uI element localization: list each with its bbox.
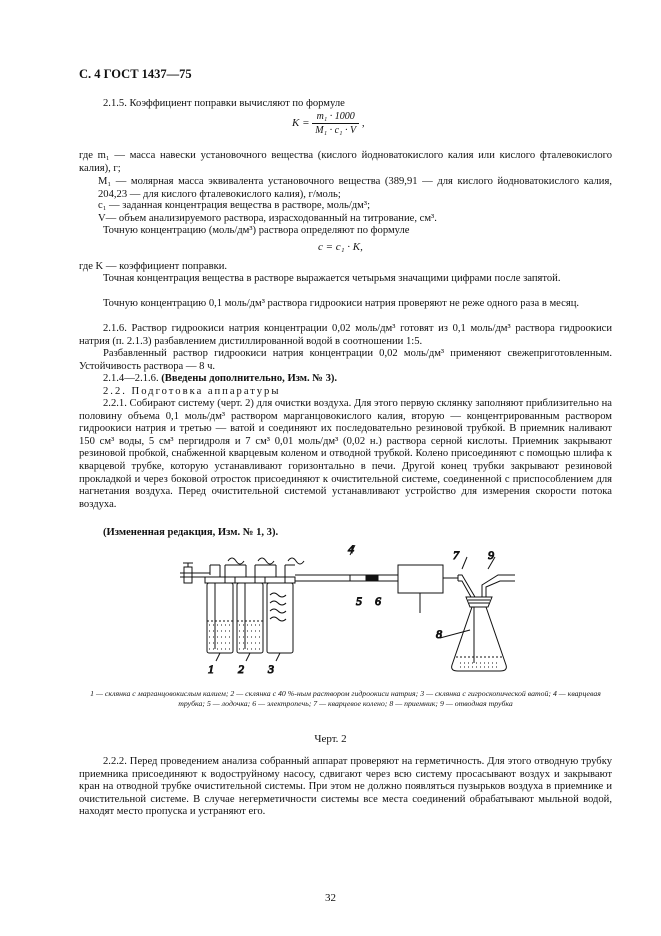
note-prefix: 2.1.4—2.1.6. xyxy=(103,373,162,384)
paragraph-diluted: Разбавленный раствор гидроокиси натрия концентрации 0,02 моль/дм³ применяют свежеприготовленным. Устойчивость раствора — 8 ч. xyxy=(79,348,612,372)
paragraph-four-digits: Точная концентрация вещества в растворе выражается четырьмя значащими цифрами после запятой. xyxy=(103,273,561,284)
figure-title: Черт. 2 xyxy=(314,733,347,745)
figure-caption: 1 — склянка с марганцовокислым калием; 2 — склянка с 40 %-ным раствором гидроокиси натрия; 3 — склянка с гигроскопической ватой; 4 — кварцевая трубка; 5 — лодочка; 6 — электропечь; 7 — кварцевое колено; 8 — приемник; 9 — отводная трубка xyxy=(90,689,601,708)
formula-k xyxy=(292,111,365,136)
definition-c1: c₁ — заданная концентрация вещества в растворе, моль/дм³; xyxy=(98,200,371,211)
apparatus-figure xyxy=(170,545,560,683)
note-amendment: (Введены дополнительно, Изм. № 3). xyxy=(161,373,338,384)
figure-label-6: 6 xyxy=(375,594,381,608)
bottle-3 xyxy=(265,565,295,653)
paragraph-2-2-1: 2.2.1. Собирают систему (черт. 2) для очистки воздуха. Для этого первую склянку заполняют приблизительно на половину объема 0,1 моль/дм³ раствором марганцовокислого калия, вторую — концентрированным раствором гидроокиси натрия и третью — ватой и соединяют их последовательно резиновой трубкой. В приемник наливают 150 см³ воды, 5 см³ пергидроля и 7 см³ 0,01 моль/дм³ (0,02 н.) раствора серной кислоты. Приемник закрывают резиновой пробкой, снабженной кварцевым коленом и отводной трубкой. Колено присоединяют с помощью шлифа к кварцевой трубке, которую устанавливают горизонтально в печи. Другой конец трубки закрывают резиновой прокладкой и через боковой отросток присоединяют к очистительной системе, соединенной с приспособлением для нагнетания воздуха. Перед очистительной системой устанавливают устройство для измерения скорости потока воздуха. xyxy=(79,398,612,510)
bottle-1 xyxy=(205,565,236,653)
formula-k-tail: , xyxy=(361,117,365,130)
definition-M1: M₁ — молярная масса эквивалента установочного вещества (389,91 — для кислого йодноватокислого калия, 204,23 — для кислого фталевокислого калия), г/моль; xyxy=(98,176,612,200)
boat xyxy=(366,575,378,581)
figure-label-5: 5 xyxy=(356,594,362,608)
amendment-2-2-1: (Измененная редакция, Изм. № 1, 3). xyxy=(103,527,279,538)
outlet-tube xyxy=(482,557,515,597)
figure-label-2: 2 xyxy=(238,662,244,676)
quartz-tube xyxy=(295,545,398,581)
electric-furnace xyxy=(398,565,458,613)
definition-m1: где m₁ — масса навески установочного вещества (кислого йодноватокислого калия или кислого фталевокислого калия), г; xyxy=(79,150,612,174)
bottle-2 xyxy=(235,565,266,653)
figure-label-7: 7 xyxy=(453,548,459,562)
page-number: 32 xyxy=(325,892,336,904)
section-2-2-title: 2.2. Подготовка аппаратуры xyxy=(103,386,281,397)
page-header: С. 4 ГОСТ 1437—75 xyxy=(79,67,192,81)
paragraph-2-2-2: 2.2.2. Перед проведением анализа собранный аппарат проверяют на герметичность. Для этого отводную трубку приемника присоединяют к водоструйному насосу, сдвигают через всю систему просасывают воздух и закрывают кран на отводной трубке очистительной системы. При этом не должно появляться пузырьков воздуха в приемнике и очистительной системе. В случае негерметичности системы все места соединений обрабатывают мыльной водой, находят место пропуска и устраняют его. xyxy=(79,756,612,818)
formula-k-fraction xyxy=(312,111,359,136)
paragraph-2-1-6: 2.1.6. Раствор гидроокиси натрия концентрации 0,02 моль/дм³ готовят из 0,1 моль/дм³ раствора гидроокиси натрия (п. 2.1.3) разбавлением дистиллированной водой в соотношении 1:5. xyxy=(79,323,612,347)
paragraph-2-1-5: 2.1.5. Коэффициент поправки вычисляют по формуле xyxy=(103,98,345,109)
rubber-tubing xyxy=(228,558,304,564)
quartz-knee xyxy=(458,557,475,597)
formula-k-denominator: M₁ · c₁ · V xyxy=(315,125,357,136)
receiver-flask xyxy=(452,597,507,671)
figure-leader-lines xyxy=(216,630,470,661)
definition-V: V— объем анализируемого раствора, израсходованный на титрование, см³. xyxy=(98,213,437,224)
formula-k-lhs: K = xyxy=(292,117,310,130)
figure-label-8: 8 xyxy=(436,627,442,641)
figure-label-4: 4 xyxy=(348,545,354,556)
formula-c: c = c₁ · K, xyxy=(318,241,363,253)
definition-K: где K — коэффициент поправки. xyxy=(79,261,228,272)
figure-label-9: 9 xyxy=(488,548,494,562)
figure-label-1: 1 xyxy=(208,662,214,676)
note-2-1-4-2-1-6 xyxy=(79,373,612,386)
paragraph-exact-conc: Точную концентрацию (моль/дм³) раствора определяют по формуле xyxy=(103,225,410,236)
formula-k-numerator: m₁ · 1000 xyxy=(312,111,359,124)
paragraph-monthly-check: Точную концентрацию 0,1 моль/дм³ раствора гидроокиси натрия проверяют не реже одного раза в месяц. xyxy=(103,298,580,309)
figure-label-3: 3 xyxy=(268,662,274,676)
